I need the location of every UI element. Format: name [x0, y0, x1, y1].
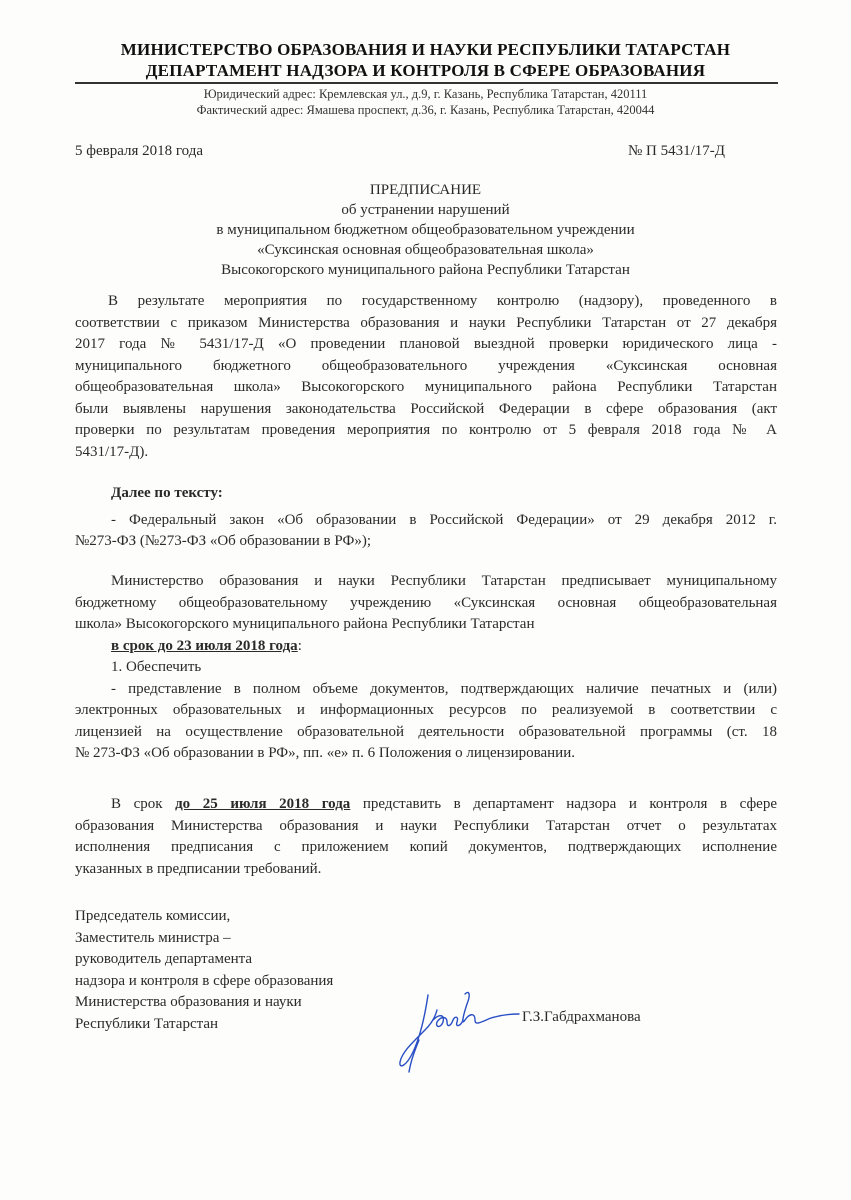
document-number: № П 5431/17-Д — [628, 143, 726, 159]
text-line: «Суксинская основная общеобразовательная школа» — [257, 242, 594, 258]
text-line: об устранении нарушений — [341, 202, 510, 218]
text-line: муниципального бюджетного общеобразовательного учреждения «Суксинская основная — [75, 357, 777, 374]
text-line: школа» Высокогорского муниципального района Республики Татарстан — [75, 616, 535, 632]
text-line: образования Министерства образования и науки Республики Татарстан отчет о результатах — [75, 817, 777, 834]
letterhead-department: ДЕПАРТАМЕНТ НАДЗОРА И КОНТРОЛЯ В СФЕРЕ ОБРАЗОВАНИЯ — [145, 61, 706, 80]
text-line: № 273-ФЗ «Об образовании в РФ», пп. «е» п. 6 Положения о лицензировании. — [75, 745, 575, 761]
text-line: бюджетному общеобразовательному учреждению «Суксинская основная общеобразовательная — [75, 594, 777, 611]
text-line: руководитель департамента — [75, 951, 253, 967]
document-title — [0, 180, 851, 280]
actual-address: Фактический адрес: Ямашева проспект, д.36, г. Казань, Республика Татарстан, 420044 — [196, 103, 655, 117]
deadline-line — [75, 636, 777, 658]
text-line: лицензией на осуществление образовательной деятельности образовательной программы (ст. 18 — [75, 723, 777, 740]
text-line: надзора и контроля в сфере образования — [75, 972, 334, 989]
further-section — [75, 483, 777, 553]
item-1-text — [75, 679, 777, 765]
text-line: электронных образовательных и информационных ресурсов по реализуемой в соответствии с — [75, 702, 777, 718]
document-date: 5 февраля 2018 года — [75, 143, 204, 159]
text-line: Республики Татарстан — [75, 1015, 219, 1032]
text-line: указанных в предписании требований. — [75, 860, 322, 877]
deadline-1: в срок до 23 июля 2018 года — [111, 637, 298, 654]
paragraph-prescription — [75, 571, 777, 636]
signatory-position — [75, 906, 333, 1035]
paragraph-inspection-results — [75, 291, 777, 463]
text-line: 5431/17-Д). — [75, 443, 149, 460]
signatory-name: Г.З.Габдрахманова — [522, 1009, 641, 1025]
report-first-line — [75, 794, 777, 816]
law-reference — [75, 510, 777, 553]
deadline-suffix: : — [297, 637, 302, 654]
text-line: Министерства образования и науки — [75, 994, 302, 1010]
text-line: В результате мероприятия по государственному контролю (надзору), проведенного в — [108, 293, 777, 309]
prescription-section — [75, 571, 777, 765]
text-line: в муниципальном бюджетном общеобразовательном учреждении — [216, 222, 635, 238]
text-line: Председатель комиссии, — [75, 908, 231, 924]
letterhead-divider — [75, 82, 778, 84]
text-line: были выявлены нарушения законодательства Российской Федерации в сфере образования (акт — [75, 400, 777, 417]
text-line: - Федеральный закон «Об образовании в Российской Федерации» от 29 декабря 2012 г. — [111, 511, 777, 528]
text-line: 2017 года № 5431/17-Д «О проведении плановой выездной проверки юридического лица - — [75, 336, 777, 352]
text-line: общеобразовательная школа» Высокогорского муниципального района Республики Татарстан — [75, 379, 777, 395]
report-first-rest: представить в департамент надзора и контроля в сфере — [350, 796, 777, 812]
report-lines — [75, 816, 777, 881]
text-line: Заместитель министра – — [75, 929, 231, 946]
deadline-2: до 25 июля 2018 года — [175, 796, 351, 812]
text-line: Министерство образования и науки Республики Татарстан предписывает муниципальному — [111, 573, 777, 589]
text-line: №273-ФЗ (№273-ФЗ «Об образовании в РФ»); — [75, 533, 371, 549]
item-1-heading: 1. Обеспечить — [111, 659, 202, 675]
title-lines — [0, 200, 851, 280]
legal-address: Юридический адрес: Кремлевская ул., д.9, г. Казань, Республика Татарстан, 420111 — [203, 87, 648, 101]
further-heading: Далее по тексту: — [111, 485, 223, 501]
handwritten-signature — [395, 990, 525, 1075]
text-line: - представление в полном объеме документов, подтверждающих наличие печатных и (или) — [111, 680, 777, 697]
letterhead-ministry: МИНИСТЕРСТВО ОБРАЗОВАНИЯ И НАУКИ РЕСПУБЛИКИ ТАТАРСТАН — [120, 40, 731, 59]
text-line: Высокогорского муниципального района Республики Татарстан — [221, 262, 630, 278]
title-heading: ПРЕДПИСАНИЕ — [369, 182, 482, 198]
text-line: проверки по результатам проведения мероприятия по контролю от 5 февраля 2018 года № А — [75, 422, 777, 438]
paragraph-report-deadline — [75, 794, 777, 880]
text-line: исполнения предписания с приложением копий документов, подтверждающих исполнение — [75, 839, 777, 855]
text-line: соответствии с приказом Министерства образования и науки Республики Татарстан от 27 декабря — [75, 314, 777, 331]
report-prefix: В срок — [111, 796, 176, 812]
